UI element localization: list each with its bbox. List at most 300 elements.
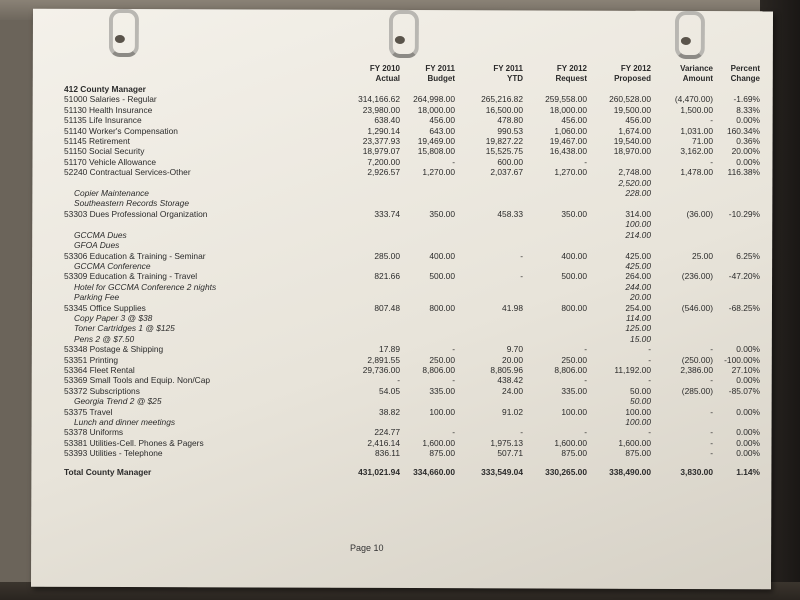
- cell-fy2012-request: [523, 417, 587, 427]
- cell-percent-change: 0.00%: [736, 427, 760, 438]
- cell-fy2011-ytd: 2,037.67: [490, 167, 523, 178]
- cell-percent-change: [713, 292, 760, 302]
- cell-fy2012-proposed: -: [648, 427, 651, 438]
- cell-percent-change: [713, 334, 760, 344]
- cell-variance-amount: (4,470.00): [674, 94, 713, 105]
- cell-variance-amount: [651, 188, 713, 198]
- cell-fy2011-ytd: 15,525.75: [485, 146, 523, 157]
- cell-fy2012-proposed: 244.00: [625, 281, 651, 292]
- cell-fy2012-proposed: 114.00: [626, 312, 651, 323]
- section-title: 412 County Manager: [64, 84, 146, 94]
- line-item-label: 53309 Education & Training - Travel: [64, 271, 198, 282]
- line-item-row: [64, 136, 760, 146]
- cell-fy2012-request: 1,060.00: [554, 125, 587, 136]
- cell-fy2012-proposed: 456.00: [625, 115, 651, 126]
- section-header-row: [64, 84, 760, 94]
- cell-fy2012-proposed: 214.00: [625, 229, 651, 240]
- detail-row: [64, 178, 760, 188]
- cell-variance-amount: (236.00): [681, 271, 713, 282]
- cell-fy2012-request: -: [584, 156, 587, 167]
- label-header: [64, 62, 318, 84]
- cell-fy2011-ytd: 8,805.96: [490, 364, 523, 375]
- cell-fy2012-request: [523, 230, 587, 240]
- cell-variance-amount: -: [710, 156, 713, 167]
- binder-ring: [109, 9, 139, 57]
- detail-label: Copier Maintenance: [74, 188, 149, 199]
- line-item-row: [64, 355, 760, 365]
- cell-fy2011-ytd: 19,827.22: [485, 136, 523, 147]
- cell-fy2011-ytd: [455, 313, 523, 323]
- cell-fy2011-budget: -: [452, 156, 455, 167]
- cell-fy2012-request: 800.00: [561, 302, 587, 313]
- line-item-row: [64, 251, 760, 261]
- cell-percent-change: 20.00%: [731, 146, 760, 157]
- cell-variance-amount: [651, 198, 713, 208]
- cell-fy2010-actual: [318, 219, 400, 229]
- cell-fy2012-proposed: 100.00: [625, 219, 651, 230]
- cell-percent-change: 0.00%: [736, 448, 760, 459]
- cell-fy2011-ytd: 600.00: [497, 156, 523, 167]
- cell-percent-change: 160.34%: [726, 125, 760, 136]
- total-fy2012-proposed: 338,490.00: [609, 466, 651, 477]
- cell-fy2012-request: [523, 282, 587, 292]
- line-item-row: [64, 209, 760, 219]
- detail-label: Pens 2 @ $7.50: [74, 333, 135, 344]
- cell-fy2011-budget: -: [452, 344, 455, 355]
- line-item-row: [64, 271, 760, 281]
- cell-fy2012-proposed: -: [648, 344, 651, 355]
- detail-row: [64, 282, 760, 292]
- cell-fy2012-proposed: 50.00: [630, 385, 651, 396]
- detail-label: GCCMA Dues: [74, 229, 127, 240]
- cell-fy2010-actual: [318, 292, 400, 302]
- cell-fy2011-budget: [400, 334, 455, 344]
- line-item-label: 53372 Subscriptions: [64, 385, 140, 396]
- col-header-fy2012-proposed: FY 2012 Proposed: [614, 64, 651, 83]
- cell-fy2010-actual: 314,166.62: [358, 94, 400, 105]
- cell-fy2011-budget: [400, 178, 455, 188]
- cell-fy2011-ytd: 9.70: [506, 344, 523, 355]
- cell-fy2012-request: [523, 313, 587, 323]
- line-item-label: 51140 Worker's Compensation: [64, 125, 178, 136]
- line-item-row: [64, 94, 760, 104]
- line-item-label: 51150 Social Security: [64, 146, 145, 157]
- detail-label: Copy Paper 3 @ $38: [74, 312, 153, 323]
- cell-percent-change: 0.00%: [736, 115, 760, 126]
- col-header-fy2010-actual: FY 2010 Actual: [369, 64, 400, 83]
- cell-fy2012-proposed: 875.00: [625, 448, 651, 459]
- cell-fy2011-budget: 1,600.00: [422, 437, 455, 448]
- cell-percent-change: -85.07%: [728, 385, 760, 396]
- cell-fy2010-actual: 1,290.14: [367, 125, 400, 136]
- cell-fy2011-budget: [400, 219, 455, 229]
- line-item-row: [64, 344, 760, 354]
- line-item-label: 51145 Retirement: [64, 136, 130, 147]
- cell-percent-change: -1.69%: [733, 94, 760, 105]
- cell-fy2012-proposed: 125.00: [625, 323, 651, 334]
- detail-label: GFOA Dues: [74, 240, 120, 251]
- total-fy2011-budget: 334,660.00: [413, 466, 455, 477]
- detail-label: Toner Cartridges 1 @ $125: [74, 323, 175, 334]
- cell-fy2011-ytd: 438.42: [497, 375, 523, 386]
- cell-fy2012-request: 259,558.00: [545, 94, 587, 105]
- cell-fy2012-proposed: [587, 240, 651, 250]
- line-item-label: 53345 Office Supplies: [64, 302, 146, 313]
- line-item-label: 53378 Uniforms: [64, 427, 124, 438]
- detail-row: [64, 261, 760, 271]
- total-label: Total County Manager: [64, 466, 152, 477]
- cell-variance-amount: [651, 292, 713, 302]
- cell-fy2012-proposed: 11,192.00: [614, 364, 651, 375]
- cell-percent-change: 0.00%: [736, 344, 760, 355]
- detail-label: Georgia Trend 2 @ $25: [74, 396, 162, 407]
- cell-fy2011-budget: 8,806.00: [422, 364, 455, 375]
- cell-fy2012-proposed: 425.00: [625, 260, 651, 271]
- cell-fy2011-budget: [400, 230, 455, 240]
- cell-fy2012-request: 1,600.00: [554, 437, 587, 448]
- cell-variance-amount: -: [710, 344, 713, 355]
- cell-fy2011-ytd: 91.02: [502, 406, 523, 417]
- cell-percent-change: 6.25%: [736, 250, 760, 261]
- cell-fy2010-actual: 38.82: [379, 406, 400, 417]
- cell-fy2012-proposed: 2,748.00: [618, 167, 651, 178]
- detail-label: [64, 178, 318, 188]
- cell-variance-amount: 1,500.00: [680, 104, 713, 115]
- cell-fy2011-budget: 15,808.00: [417, 146, 455, 157]
- budget-table: [64, 62, 760, 485]
- cell-fy2012-request: [523, 396, 587, 406]
- cell-percent-change: [713, 323, 760, 333]
- cell-percent-change: [713, 230, 760, 240]
- cell-fy2012-request: 1,270.00: [554, 167, 587, 178]
- page-number: Page 10: [350, 543, 384, 553]
- cell-fy2011-budget: -: [452, 427, 455, 438]
- cell-variance-amount: (285.00): [681, 385, 713, 396]
- cell-percent-change: 0.00%: [736, 156, 760, 167]
- detail-label: Parking Fee: [74, 292, 120, 303]
- cell-fy2012-proposed: 19,540.00: [613, 136, 651, 147]
- cell-fy2011-ytd: -: [520, 427, 523, 438]
- line-item-row: [64, 157, 760, 167]
- cell-fy2012-request: 400.00: [561, 250, 587, 261]
- cell-percent-change: -68.25%: [728, 302, 760, 313]
- cell-variance-amount: [651, 282, 713, 292]
- cell-fy2012-request: 18,000.00: [549, 104, 587, 115]
- cell-variance-amount: -: [710, 375, 713, 386]
- cell-fy2012-proposed: 264.00: [625, 271, 651, 282]
- cell-percent-change: [713, 240, 760, 250]
- line-item-row: [64, 146, 760, 156]
- cell-fy2010-actual: 23,377.93: [362, 136, 400, 147]
- cell-fy2012-request: [523, 219, 587, 229]
- cell-fy2012-request: 335.00: [561, 385, 587, 396]
- cell-fy2011-budget: [400, 396, 455, 406]
- cell-variance-amount: -: [710, 115, 713, 126]
- cell-percent-change: -47.20%: [728, 271, 760, 282]
- cell-fy2011-budget: [400, 240, 455, 250]
- col-header-fy2011-ytd: FY 2011 YTD: [493, 64, 523, 83]
- detail-label: Hotel for GCCMA Conference 2 nights: [74, 281, 217, 292]
- cell-variance-amount: -: [710, 448, 713, 459]
- cell-fy2012-proposed: [587, 198, 651, 208]
- cell-fy2011-budget: [400, 417, 455, 427]
- cell-fy2011-ytd: [455, 178, 523, 188]
- total-fy2010-actual: 431,021.94: [358, 466, 400, 477]
- detail-row: [64, 230, 760, 240]
- cell-variance-amount: [651, 396, 713, 406]
- line-item-row: [64, 407, 760, 417]
- cell-variance-amount: [651, 334, 713, 344]
- cell-fy2012-proposed: 1,674.00: [618, 125, 651, 136]
- cell-fy2010-actual: 807.48: [374, 302, 400, 313]
- cell-fy2012-proposed: 19,500.00: [613, 104, 651, 115]
- cell-fy2010-actual: [318, 198, 400, 208]
- detail-label: [64, 219, 318, 229]
- cell-fy2011-ytd: 41.98: [502, 302, 523, 313]
- cell-fy2012-request: 8,806.00: [554, 364, 587, 375]
- cell-fy2011-budget: 250.00: [429, 354, 455, 365]
- cell-fy2010-actual: 23,980.00: [362, 104, 400, 115]
- cell-fy2012-proposed: -: [648, 354, 651, 365]
- cell-fy2011-ytd: 458.33: [497, 208, 523, 219]
- total-percent-change: 1.14%: [736, 466, 760, 477]
- cell-variance-amount: 2,386.00: [680, 364, 713, 375]
- cell-fy2010-actual: [318, 334, 400, 344]
- cell-percent-change: 27.10%: [731, 364, 760, 375]
- cell-fy2012-request: 350.00: [561, 208, 587, 219]
- detail-row: [64, 198, 760, 208]
- line-item-label: 52240 Contractual Services-Other: [64, 167, 191, 178]
- cell-fy2011-ytd: 507.71: [497, 448, 523, 459]
- cell-fy2011-ytd: 20.00: [502, 354, 523, 365]
- cell-fy2010-actual: [318, 282, 400, 292]
- cell-variance-amount: (546.00): [681, 302, 713, 313]
- cell-fy2011-budget: 1,270.00: [422, 167, 455, 178]
- cell-variance-amount: 1,478.00: [680, 167, 713, 178]
- cell-fy2010-actual: [318, 396, 400, 406]
- cell-fy2011-ytd: 24.00: [502, 385, 523, 396]
- detail-row: [64, 313, 760, 323]
- cell-fy2010-actual: 836.11: [375, 448, 400, 459]
- cell-fy2012-proposed: 1,600.00: [618, 437, 651, 448]
- cell-fy2012-proposed: 20.00: [630, 292, 651, 303]
- cell-variance-amount: 3,162.00: [680, 146, 713, 157]
- total-fy2011-ytd: 333,549.04: [481, 466, 523, 477]
- detail-row: [64, 417, 760, 427]
- line-item-row: [64, 115, 760, 125]
- cell-variance-amount: 25.00: [692, 250, 713, 261]
- cell-fy2012-proposed: 314.00: [625, 208, 651, 219]
- cell-fy2012-request: [523, 292, 587, 302]
- line-item-row: [64, 365, 760, 375]
- cell-percent-change: 0.00%: [736, 375, 760, 386]
- cell-fy2011-ytd: [455, 188, 523, 198]
- line-item-row: [64, 126, 760, 136]
- cell-fy2012-proposed: 425.00: [625, 250, 651, 261]
- line-item-row: [64, 375, 760, 385]
- line-item-row: [64, 438, 760, 448]
- cell-variance-amount: [651, 240, 713, 250]
- cell-fy2011-budget: [400, 261, 455, 271]
- cell-fy2012-request: [523, 178, 587, 188]
- cell-fy2011-budget: 800.00: [429, 302, 455, 313]
- cell-fy2011-budget: 350.00: [429, 208, 455, 219]
- cell-fy2012-request: 456.00: [561, 115, 587, 126]
- cell-fy2012-proposed: [587, 157, 651, 167]
- line-item-label: 53306 Education & Training - Seminar: [64, 250, 206, 261]
- line-item-label: 53369 Small Tools and Equip. Non/Cap: [64, 375, 211, 386]
- cell-percent-change: [713, 417, 760, 427]
- binder-ring: [675, 11, 705, 59]
- cell-fy2011-budget: 400.00: [429, 250, 455, 261]
- line-item-label: 53303 Dues Professional Organization: [64, 208, 208, 219]
- cell-fy2012-proposed: 100.00: [625, 406, 651, 417]
- cell-fy2012-request: 100.00: [561, 406, 587, 417]
- line-item-label: 53375 Travel: [64, 406, 113, 417]
- cell-percent-change: 8.33%: [736, 104, 760, 115]
- cell-fy2011-ytd: [455, 261, 523, 271]
- cell-fy2011-budget: 19,469.00: [417, 136, 455, 147]
- cell-fy2012-proposed: -: [648, 375, 651, 386]
- cell-variance-amount: [651, 230, 713, 240]
- line-item-row: [64, 427, 760, 437]
- line-item-label: 53381 Utilities-Cell. Phones & Pagers: [64, 437, 204, 448]
- cell-fy2010-actual: 29,736.00: [362, 364, 400, 375]
- cell-fy2011-ytd: 265,216.82: [481, 94, 523, 105]
- cell-variance-amount: 1,031.00: [680, 125, 713, 136]
- cell-variance-amount: (36.00): [686, 208, 713, 219]
- cell-fy2010-actual: 2,926.57: [367, 167, 400, 178]
- cell-fy2010-actual: 2,891.55: [367, 354, 400, 365]
- cell-percent-change: [713, 396, 760, 406]
- detail-row: [64, 240, 760, 250]
- cell-fy2010-actual: [318, 323, 400, 333]
- cell-fy2011-budget: [400, 198, 455, 208]
- cell-variance-amount: [651, 178, 713, 188]
- cell-fy2011-ytd: [455, 230, 523, 240]
- cell-fy2010-actual: 285.00: [374, 250, 400, 261]
- line-item-row: [64, 303, 760, 313]
- cell-fy2011-ytd: 16,500.00: [485, 104, 523, 115]
- cell-fy2010-actual: [318, 417, 400, 427]
- cell-fy2011-ytd: 478.80: [497, 115, 523, 126]
- cell-fy2011-ytd: [455, 219, 523, 229]
- cell-fy2011-budget: 264,998.00: [413, 94, 455, 105]
- line-item-label: 53351 Printing: [64, 354, 119, 365]
- cell-fy2012-request: -: [584, 375, 587, 386]
- line-item-label: 53393 Utilities - Telephone: [64, 448, 163, 459]
- cell-fy2010-actual: 7,200.00: [367, 156, 400, 167]
- cell-fy2011-ytd: -: [520, 271, 523, 282]
- line-item-row: [64, 105, 760, 115]
- line-item-label: 51135 Life Insurance: [64, 115, 142, 126]
- cell-percent-change: -100.00%: [724, 354, 760, 365]
- cell-fy2011-budget: 18,000.00: [417, 104, 455, 115]
- cell-percent-change: [713, 188, 760, 198]
- total-row: [64, 459, 760, 485]
- cell-fy2012-proposed: 15.00: [630, 333, 651, 344]
- cell-variance-amount: -: [710, 406, 713, 417]
- line-item-row: [64, 386, 760, 396]
- binder-ring: [389, 10, 419, 58]
- cell-fy2010-actual: -: [397, 375, 400, 386]
- cell-fy2012-request: 500.00: [561, 271, 587, 282]
- cell-fy2012-proposed: 100.00: [625, 417, 651, 427]
- cell-fy2010-actual: [318, 178, 400, 188]
- cell-fy2011-budget: [400, 323, 455, 333]
- cell-variance-amount: (250.00): [681, 354, 713, 365]
- col-header-fy2011-budget: FY 2011 Budget: [425, 64, 455, 83]
- cell-percent-change: 0.36%: [736, 136, 760, 147]
- detail-row: [64, 219, 760, 229]
- total-variance-amount: 3,830.00: [680, 466, 713, 477]
- cell-fy2011-ytd: 990.53: [497, 125, 523, 136]
- cell-percent-change: [713, 219, 760, 229]
- cell-fy2010-actual: 54.05: [379, 385, 400, 396]
- cell-fy2011-budget: 456.00: [429, 115, 455, 126]
- cell-fy2011-ytd: [455, 334, 523, 344]
- cell-fy2011-budget: 335.00: [429, 385, 455, 396]
- cell-fy2012-proposed: 228.00: [625, 188, 651, 199]
- cell-fy2011-budget: 643.00: [429, 125, 455, 136]
- cell-fy2011-budget: 875.00: [429, 448, 455, 459]
- cell-variance-amount: [651, 219, 713, 229]
- cell-fy2010-actual: 2,416.14: [367, 437, 400, 448]
- cell-fy2012-proposed: 50.00: [630, 396, 651, 407]
- cell-fy2012-request: 16,438.00: [549, 146, 587, 157]
- line-item-label: 51170 Vehicle Allowance: [64, 156, 157, 167]
- cell-fy2011-ytd: [455, 282, 523, 292]
- cell-fy2012-request: 250.00: [561, 354, 587, 365]
- cell-variance-amount: -: [710, 437, 713, 448]
- cell-fy2010-actual: 821.66: [374, 271, 400, 282]
- cell-fy2012-request: 19,467.00: [549, 136, 587, 147]
- cell-fy2010-actual: [318, 313, 400, 323]
- cell-fy2011-budget: 100.00: [429, 406, 455, 417]
- cell-fy2011-ytd: 1,975.13: [490, 437, 523, 448]
- detail-row: [64, 396, 760, 406]
- col-header-variance-amount: Variance Amount: [680, 64, 713, 83]
- line-item-label: 53348 Postage & Shipping: [64, 344, 164, 355]
- cell-fy2010-actual: 333.74: [374, 208, 400, 219]
- cell-variance-amount: [651, 323, 713, 333]
- cell-fy2010-actual: 638.40: [374, 115, 400, 126]
- cell-variance-amount: -: [710, 427, 713, 438]
- cell-fy2010-actual: 18,979.07: [362, 146, 400, 157]
- cell-fy2011-ytd: [455, 417, 523, 427]
- cell-fy2011-budget: -: [452, 375, 455, 386]
- cell-fy2012-request: [523, 188, 587, 198]
- header-row: [64, 62, 760, 84]
- detail-label: GCCMA Conference: [74, 260, 151, 271]
- cell-percent-change: 116.38%: [727, 167, 760, 178]
- detail-row: [64, 292, 760, 302]
- cell-percent-change: 0.00%: [736, 437, 760, 448]
- line-item-label: 51130 Health Insurance: [64, 104, 153, 115]
- cell-fy2012-request: 875.00: [561, 448, 587, 459]
- detail-row: [64, 323, 760, 333]
- cell-percent-change: [713, 198, 760, 208]
- cell-percent-change: [713, 178, 760, 188]
- line-item-row: [64, 167, 760, 177]
- cell-fy2010-actual: [318, 188, 400, 198]
- detail-label: Southeastern Records Storage: [74, 198, 189, 209]
- cell-fy2012-request: [523, 334, 587, 344]
- col-header-fy2012-request: FY 2012 Request: [555, 64, 587, 83]
- cell-variance-amount: [651, 417, 713, 427]
- cell-fy2011-ytd: -: [520, 250, 523, 261]
- cell-fy2012-request: -: [584, 344, 587, 355]
